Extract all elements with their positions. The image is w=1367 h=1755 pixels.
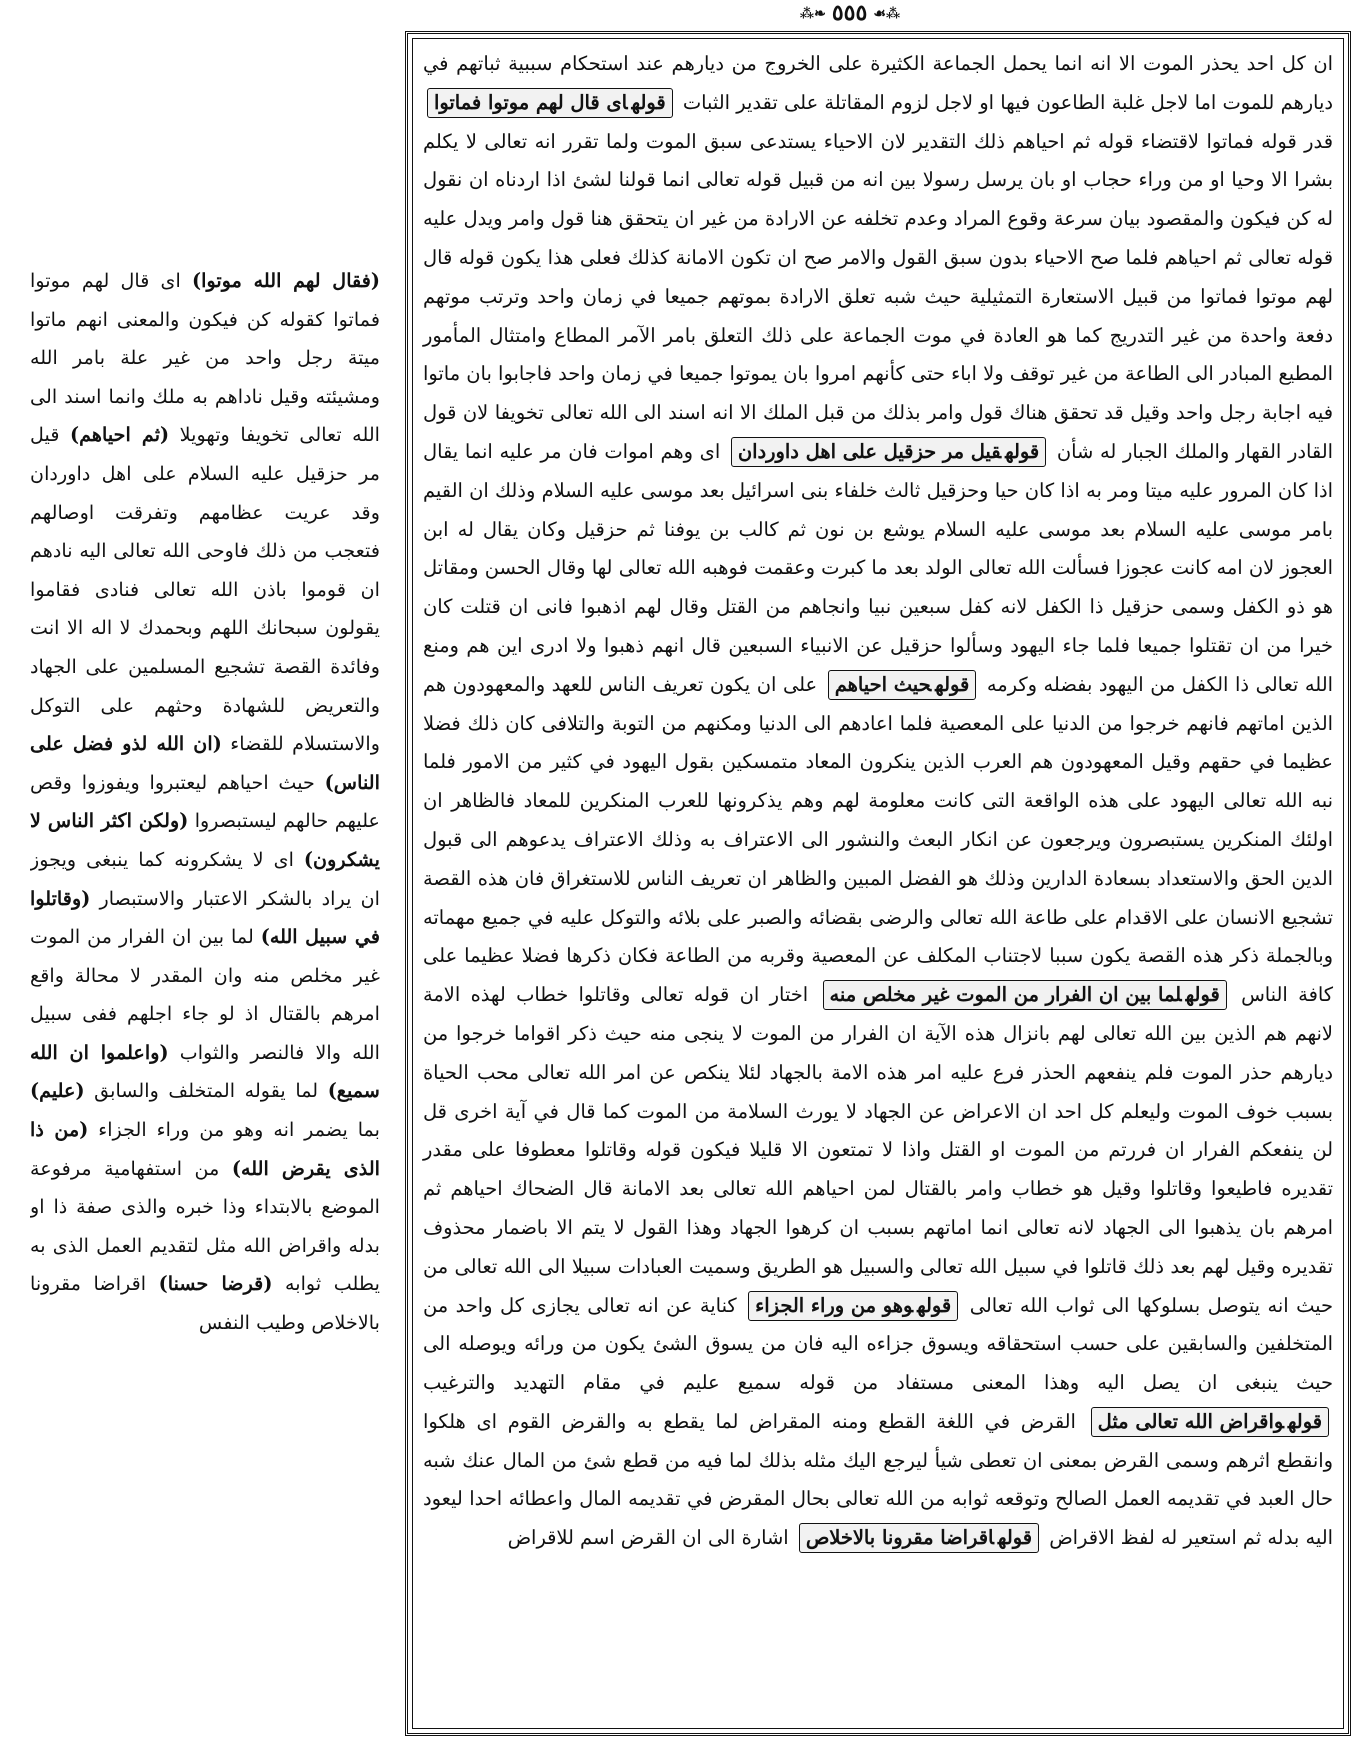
quran-quote: (فقال لهم الله موتوا) xyxy=(192,269,380,292)
lemma-marker xyxy=(748,1291,958,1321)
commentary-text: ان كل احد يحذر الموت الا انه انما يحمل الجماعة الكثيرة على الخروج من ديارهم عند استحكام سببية ثباتهم في ديارهم للموت اما لاجل غلبة الطاعون فيها او لاجل لزوم المقاتلة على تقدير الثبات xyxy=(423,52,1333,114)
lemma-text: قيل مر حزقيل على اهل داوردان xyxy=(737,439,1002,463)
side-text: قيل مر حزقيل عليه السلام على اهل داوردان وقد عريت عظامهم وتفرقت اوصالهم فتعجب من ذلك فاوحى الله تعالى اليه نادهم ان قوموا باذن الله تعالى فنادى فقاموا يقولون سبحانك اللهم وبحمدك لا اله الا انت وفائدة القصة تشجيع المسلمين على الجهاد والتعريض للشهادة وحثهم على التوكل والاستسلام للقضاء xyxy=(30,423,380,756)
quran-quote: (ان الله لذو فضل على الناس) xyxy=(30,732,380,794)
quran-quote: (من ذا الذى يقرض الله) xyxy=(30,1118,380,1180)
page-number xyxy=(780,0,920,26)
lemma-marker xyxy=(828,670,977,700)
side-text: اى قال لهم موتوا فماتوا كقوله كن فيكون والمعنى انهم ماتوا ميتة رجل واحد من غير علة بامر الله ومشيئته وقيل ناداهم به ملك وانما اسند الى الله تعالى تخويفا وتهويلا xyxy=(30,269,380,447)
commentary-text: اشارة الى ان القرض اسم للاقراض xyxy=(507,1526,789,1550)
main-commentary-text xyxy=(412,38,1344,1729)
commentary-text: على ان يكون تعريف الناس للعهد والمعهودون هم الذين اماتهم فانهم خرجوا من الدنيا على المعصية فلما اعادهم الى الدنيا ومكنهم من التوبة والتلافى كان ذلك فضلا عظيما في حقهم وقيل المعهودون هم العرب الذين ينكرون المعاد متمسكين بقول اليهود في كثير من الامور فلما نبه الله تعالى اليهود على هذه الواقعة التى كانت معلومة لهم وهم يذكرونها للعرب المنكرين للمعاد فالظاهر ان اولئك المنكرين يستبصرون ويرجعون عن انكار البعث والنشور الى الاعتراف به وذلك الاعتراف يدعوهم الى قبول الدين الحق والاستعداد بسعادة الدارين وذلك هو الفضل المبين والظاهر ان تعريف الناس للاستغراق فان هذه القصة تشجيع الانسان على الاقدام على طاعة الله تعالى والرضى بقضائه والصبر على بلائه والتوكل عليه في جميع مهماته وبالجملة ذكر هذه القصة يكون سببا لاجتناب المكلف عن المعصية وقربه من الطاعة فكان ذكرها فضلا عظيما على كافة الناس xyxy=(423,672,1333,1007)
commentary-text: اى وهم اموات فان مر عليه انما يقال اذا كان المرور عليه ميتا ومر به اذا كان حيا وحزقيل ثالث خلفاء بنى اسرائيل بعد موسى عليه السلام وذلك ان القيم بامر موسى عليه السلام بعد موسى عليه السلام يوشع بن نون ثم كالب بن يوفنا ثم حزقيل وكان يقال له ابن العجوز لان امه كانت عجوزا فسألت الله تعالى الولد بعد ما كبرت وعقمت فوهبه الله تعالى لها وقال الحسن ومقاتل هو ذو الكفل وسمى حزقيل ذا الكفل لانه كفل سبعين نبيا وانجاهم من القتل وقال لهم اذهبوا فانى ان قتلت كان خيرا من ان تقتلوا جميعا فلما جاء اليهود وسألوا حزقيل عن الانبياء السبعين قال انهم ذهبوا ولا ادرى اين هم ومنع الله تعالى ذا الكفل من اليهود بفضله وكرمه xyxy=(423,439,1333,696)
side-text: حيث احياهم ليعتبروا ويفوزوا وقص عليهم حالهم ليستبصروا xyxy=(30,770,380,833)
commentary-paragraph xyxy=(423,45,1333,1558)
side-text: من استفهامية مرفوعة الموضع بالابتداء وذا خبره والذى صفة ذا او بدله واقراض الله مثل لتقديم العمل الذى به يطلب ثوابه xyxy=(30,1156,380,1296)
side-text: لما بين ان الفرار من الموت غير مخلص منه وان المقدر لا محالة واقع امرهم بالقتال اذ لو جاء اجلهم ففى سبيل الله والا فالنصر والثواب xyxy=(30,925,380,1064)
commentary-text: قدر قوله فماتوا لاقتضاء قوله ثم احياهم ذلك التقدير لان الاحياء يستدعى سبق الموت ولما تقرر انه تعالى لا يكلم بشرا الا وحيا او من وراء حجاب او بان يرسل رسولا بين انه من قبيل قوله تعالى انما قولنا لشئ اذا اردناه ان نقول له كن فيكون والمقصود بيان سرعة وقوع المراد وعدم تخلفه عن الارادة من غير ان يتحقق هنا قول وامر ويدل عليه قوله تعالى ثم احياهم فلما صح الاحياء بدون سبق القول والامر صح ان تكون الامانة كذلك فعلى هذا يكون قوله قال لهم موتوا فماتوا من قبيل الاستعارة التمثيلية حيث شبه تعلق الارادة بموتهم جميعا في زمان واحد وترتب موتهم دفعة واحدة من غير التدريج كما هو العادة في موت الجماعة على ذلك التعلق بامر الآمر المطاع وامتثال المأمور المطيع المبادر الى الطاعة من غير توقف ولا اباء حتى كأنهم امروا بان يموتوا جميعا في زمان واحد فاجابوا بان ماتوا فيه اجابة رجل واحد وقيل قد تحقق هناك قول وامر بذلك من قبل الملك الا انه اسند الى الله تعالى تخويفا لان قول القادر القهار والملك الجبار له شأن xyxy=(423,129,1333,463)
lemma-keyword: قوله xyxy=(1185,983,1220,1007)
lemma-keyword: قوله xyxy=(917,1293,952,1317)
lemma-marker xyxy=(823,980,1227,1010)
lemma-text: حيث احياهم xyxy=(834,672,932,696)
quran-quote: (ولكن اكثر الناس لا يشكرون) xyxy=(30,809,380,871)
lemma-keyword: قوله xyxy=(997,1526,1033,1550)
main-commentary-frame xyxy=(405,31,1351,1736)
side-commentary-column xyxy=(30,262,380,1542)
quran-quote: (قرضا حسنا) xyxy=(158,1272,273,1296)
lemma-marker xyxy=(1091,1407,1329,1437)
side-text: بما يضمر انه وهو من وراء الجزاء xyxy=(98,1118,380,1142)
lemma-keyword: قوله xyxy=(631,90,666,114)
side-text: اى لا يشكرونه كما ينبغى ويجوز ان يراد بالشكر الاعتبار والاستبصار xyxy=(30,847,380,910)
quran-quote: (ثم احياهم) xyxy=(70,423,170,447)
commentary-text: اختار ان قوله تعالى وقاتلوا خطاب لهذه الامة لانهم هم الذين بين الله تعالى لهم بانزال هذه الآية ان الفرار من الموت لا ينجى منه حيث ذكر اقواما خرجوا من ديارهم حذر الموت فلم ينفعهم الحذر فرع عليه امر هذه الامة بالجهاد لئلا ينكص عن امر الله تعالى محب الحياة بسبب خوف الموت وليعلم كل احد ان الاعراض عن الجهاد لا يورث السلامة من الموت كما قال في آية اخرى قل لن ينفعكم الفرار ان فررتم من الموت او القتل واذا لا تمتعون الا قليلا فيكون قوله وقاتلوا معطوفا على مقدر تقديره فاطيعوا وقاتلوا وقيل هو خطاب وامر بالقتال لمن احياهم الله تعالى بعد الامانة قال الضحاك احياهم ثم امرهم بان يذهبوا الى الجهاد لانه تعالى انما اماتهم بسبب ان كرهوا الجهاد وهذا القول لا يتم الا باضمار محذوف تقديره وقيل لهم بعد ذلك قاتلوا في سبيل الله تعالى والسبيل هو الطريق وسميت العبادات سبيلا الى الله تعالى من حيث انه يتوصل بسلوكها الى ثواب الله تعالى xyxy=(423,983,1334,1317)
lemma-text: اى قال لهم موتوا فماتوا xyxy=(434,90,628,114)
side-paragraph xyxy=(30,262,380,1343)
left-ornament-icon: ⁂❧ xyxy=(799,6,826,22)
lemma-marker xyxy=(799,1523,1039,1553)
right-ornament-icon: ☙⁂ xyxy=(873,6,901,22)
page-number-value: ٥٥٥ xyxy=(831,0,868,26)
quran-quote: (وقاتلوا في سبيل الله) xyxy=(30,886,380,949)
lemma-marker xyxy=(427,88,673,118)
lemma-keyword: قوله xyxy=(1005,439,1040,463)
lemma-text: واقراض الله تعالى مثل xyxy=(1097,1409,1284,1433)
lemma-text: لما بين ان الفرار من الموت غير مخلص منه xyxy=(829,983,1182,1007)
lemma-keyword: قوله xyxy=(1287,1409,1322,1433)
quran-quote: (عليم) xyxy=(30,1079,85,1103)
lemma-keyword: قوله xyxy=(935,672,970,696)
lemma-text: اقراضا مقرونا بالاخلاص xyxy=(805,1526,994,1550)
side-text: لما يقوله المتخلف والسابق xyxy=(94,1079,319,1103)
commentary-text: القرض في اللغة القطع ومنه المقراض لما يقطع به والقرض القوم اى هلكوا وانقطع اثرهم وسمى القرض بمعنى ان تعطى شيأ ليرجع اليك مثله بذلك لما فيه من قطع شئ من المال عنك شبه حال العبد في تقديمه العمل الصالح وتوقعه ثوابه من الله تعالى بحال المقرض في تقديمه المال واعطائه احدا ليعود اليه بدله ثم استعير له لفظ الاقراض xyxy=(423,1409,1333,1550)
side-text: اقراضا مقرونا بالاخلاص وطيب النفس xyxy=(30,1272,380,1335)
commentary-text: كناية عن انه تعالى يجازى كل واحد من المتخلفين والسابقين على حسب استحقاقه ويسوق جزاءه اليه فان من يسوق الشئ يكون من ورائه ويوصله الى حيث ينبغى ان يصل اليه وهذا المعنى مستفاد من قوله سميع عليم في مقام التهديد والترغيب xyxy=(423,1293,1333,1395)
lemma-marker xyxy=(731,437,1046,467)
lemma-text: وهو من وراء الجزاء xyxy=(755,1293,914,1317)
quran-quote: (واعلموا ان الله سميع) xyxy=(30,1040,380,1103)
